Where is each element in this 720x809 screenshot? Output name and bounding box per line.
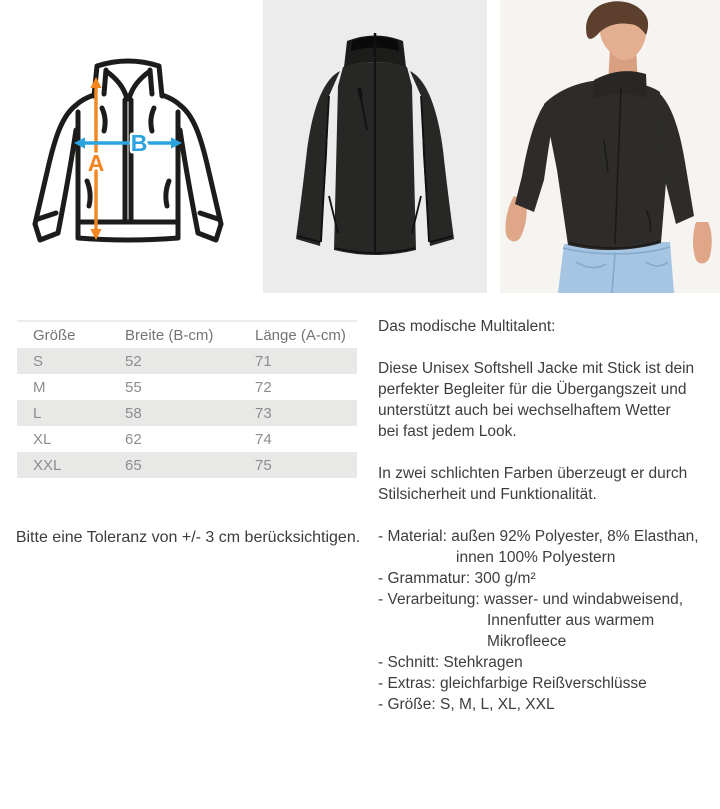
table-row [17, 426, 357, 452]
spec-line: - Grammatur: 300 g/m² [378, 570, 536, 587]
cell-breite: 62 [125, 430, 142, 448]
paragraph-line: In zwei schlichten Farben überzeugt er durch [378, 465, 688, 482]
description-paragraph-1 [378, 358, 720, 442]
spec-line: - Schnitt: Stehkragen [378, 654, 523, 671]
cell-size: XL [33, 430, 52, 448]
spec-line: - Extras: gleichfarbige Reißverschlüsse [378, 675, 647, 692]
black-jacket-front-photo [263, 0, 487, 293]
measure-label-a: A [87, 150, 105, 176]
measure-arrow-a-icon [88, 77, 105, 240]
paragraph-line: Stilsicherheit und Funktionalität. [378, 486, 597, 503]
product-photo-model [500, 0, 720, 293]
description-paragraph-2 [378, 463, 720, 505]
paragraph-line: Diese Unisex Softshell Jacke mit Stick ist dein [378, 360, 695, 377]
spec-line: Innenfutter aus warmem [487, 612, 655, 629]
cell-laenge: 75 [255, 456, 272, 474]
right-hand [693, 222, 712, 263]
size-table-header-row [17, 321, 357, 348]
cell-breite: 52 [125, 352, 142, 370]
spec-line: - Verarbeitung: wasser- und windabweisend, [378, 591, 684, 608]
table-row [17, 452, 357, 478]
cell-size: XXL [33, 456, 62, 474]
model-wearing-jacket-photo [500, 0, 720, 293]
table-row [17, 374, 357, 400]
cell-size: M [33, 378, 46, 396]
cell-laenge: 71 [255, 352, 272, 370]
jacket-outline-strokes [35, 61, 221, 240]
cell-laenge: 73 [255, 404, 272, 422]
product-photo-flat [263, 0, 487, 293]
size-diagram-figure [0, 0, 263, 293]
cell-size: L [33, 404, 42, 422]
cell-breite: 58 [125, 404, 142, 422]
jacket-outline-icon [28, 54, 228, 254]
cell-size: S [33, 352, 44, 370]
column-header-breite: Breite (B-cm) [109, 321, 239, 348]
cell-breite: 55 [125, 378, 142, 396]
product-description [378, 316, 720, 715]
spec-line: innen 100% Polyestern [456, 549, 616, 566]
description-title: Das modische Multitalent: [378, 318, 556, 335]
measure-label-b: B [130, 130, 148, 156]
column-header-laenge: Länge (A-cm) [239, 321, 357, 348]
spec-line: - Größe: S, M, L, XL, XXL [378, 696, 555, 713]
spec-line: Mikrofleece [487, 633, 567, 650]
paragraph-line: unterstützt auch bei wechselhaftem Wetter [378, 402, 671, 419]
spec-list [378, 526, 720, 715]
cell-breite: 65 [125, 456, 142, 474]
table-row [17, 348, 357, 374]
cell-laenge: 72 [255, 378, 272, 396]
column-header-groesse: Größe [17, 321, 109, 348]
paragraph-line: bei fast jedem Look. [378, 423, 517, 440]
tolerance-note: Bitte eine Toleranz von +/- 3 cm berücksichtigen. [15, 529, 361, 546]
cell-laenge: 74 [255, 430, 272, 448]
table-row [17, 400, 357, 426]
paragraph-line: perfekter Begleiter für die Übergangszeit und [378, 381, 687, 398]
spec-line: - Material: außen 92% Polyester, 8% Elasthan, [378, 528, 699, 545]
size-table [17, 320, 357, 478]
